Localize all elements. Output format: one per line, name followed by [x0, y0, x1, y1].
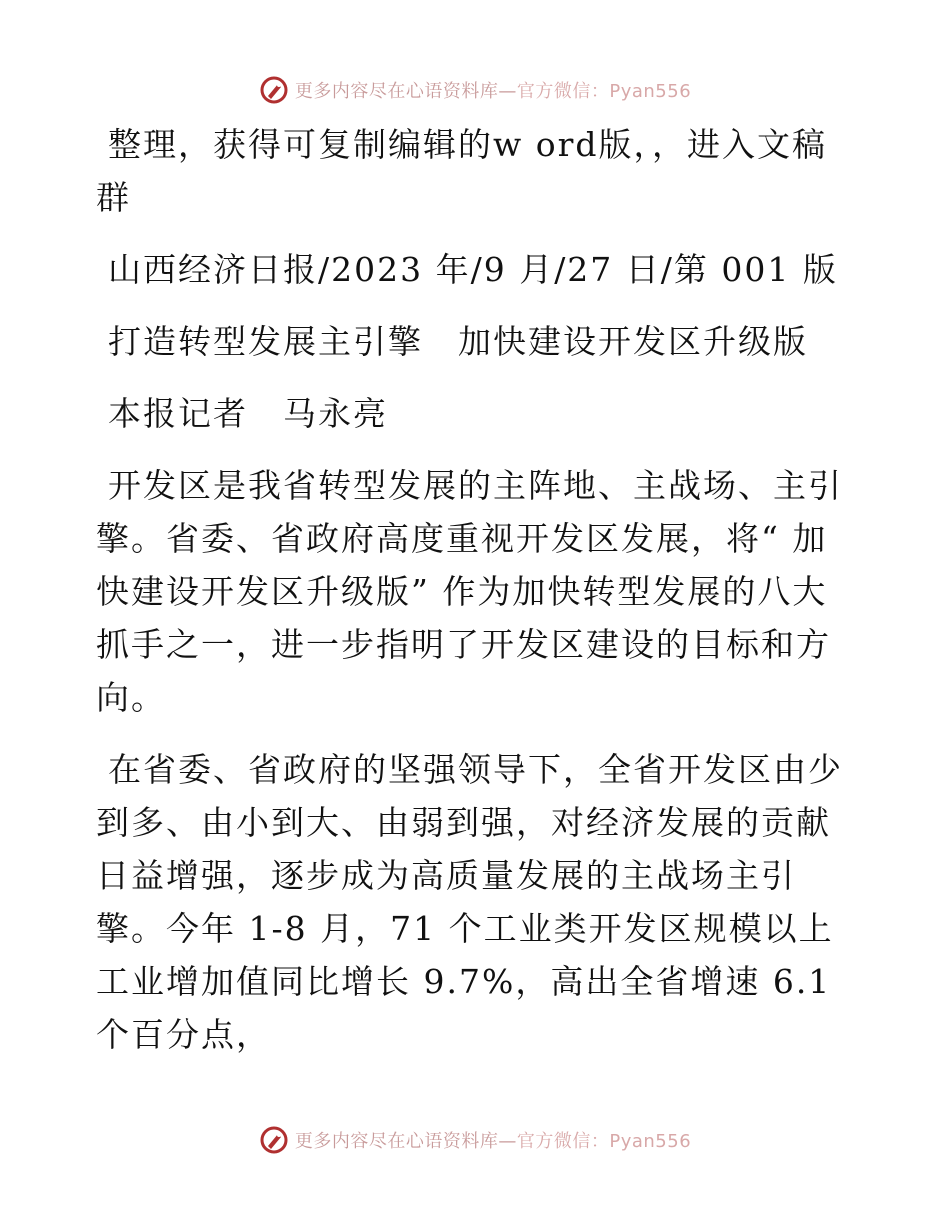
pen-nib-circle-icon [259, 1125, 289, 1155]
header-watermark [0, 70, 950, 110]
document-body [96, 118, 856, 1080]
paragraph: 开发区是我省转型发展的主阵地、主战场、主引擎。省委、省政府高度重视开发区发展，将“ 加快建设开发区升级版” 作为加快转型发展的八大抓手之一，进一步指明了开发区建设的目标和方向。 [96, 466, 843, 717]
paragraph: 在省委、省政府的坚强领导下，全省开发区由少到多、由小到大、由弱到强，对经济发展的贡献日益增强，逐步成为高质量发展的主战场主引擎。今年 1-8 月，71 个工业类开发区规模以上工业增加值同比增长 9.7%，高出全省增速 6.1 个百分点， [96, 750, 843, 1054]
watermark-text: 更多内容尽在心语资料库—官方微信：Pyan556 [294, 1131, 692, 1152]
paragraph: 打造转型发展主引擎 加快建设开发区升级版 [108, 322, 808, 361]
pen-nib-circle-icon [259, 75, 289, 105]
paragraph: 整理，获得可复制编辑的w ord版，，进入文稿群 [96, 125, 828, 217]
watermark-text: 更多内容尽在心语资料库—官方微信：Pyan556 [294, 81, 692, 102]
footer-watermark [0, 1120, 950, 1160]
paragraph: 本报记者 马永亮 [108, 394, 388, 433]
paragraph: 山西经济日报/2023 年/9 月/27 日/第 001 版 [108, 250, 838, 289]
